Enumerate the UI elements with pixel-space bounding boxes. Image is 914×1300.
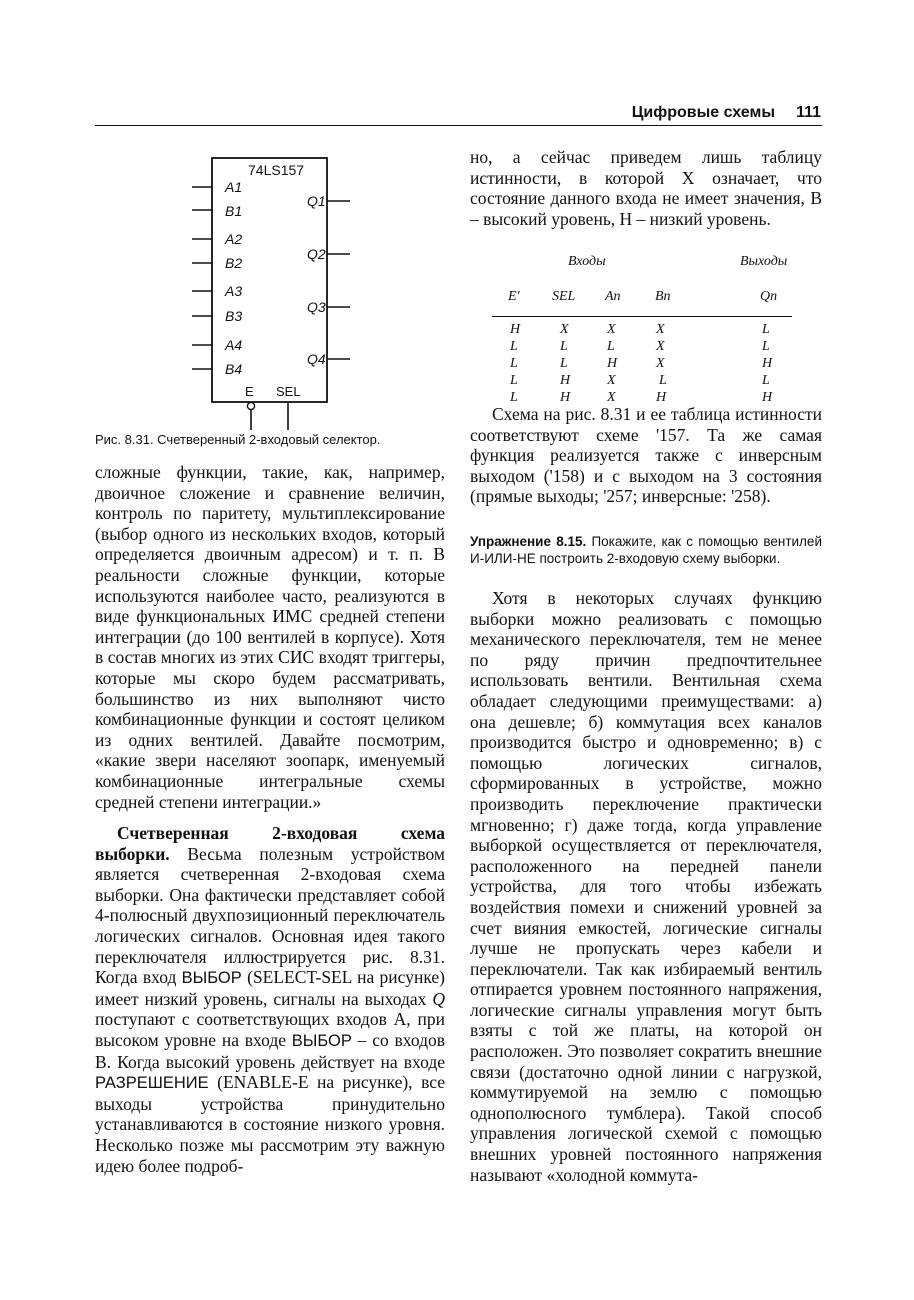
table-cell: L	[510, 339, 518, 354]
column-header: SEL	[552, 289, 576, 304]
right-column-bottom	[470, 588, 822, 1185]
table-cell: H	[607, 356, 618, 371]
truth-table	[470, 254, 822, 404]
selector-diagram	[190, 150, 360, 435]
table-cell: X	[607, 322, 616, 337]
paragraph: но, а сейчас приведем лишь таблицу истинности, в которой X означает, что состояние данного входа не имеет значения, B – высокий уровень, Н – низкий уровень.	[470, 147, 822, 229]
running-head-title: Цифровые схемы	[631, 104, 775, 121]
table-cell: L	[510, 356, 518, 371]
table-cell: L	[607, 339, 615, 354]
input-label: B4	[225, 361, 243, 377]
exercise-label: Упражнение 8.15.	[470, 534, 587, 549]
paragraph: Схема на рис. 8.31 и ее таблица истинности соответствуют схеме '157. Та же самая функция реализуется также с инверсным выходом ('158) и с выходом на 3 состояния (прямые выходы; '257; инверсные: '258).	[470, 404, 822, 507]
input-label: B2	[225, 255, 243, 271]
term-enable: РАЗРЕШЕНИЕ	[95, 1074, 209, 1093]
text-span: Весьма полезным устройством является счетверенная 2-входовая схема выборки. Она фактически представляет собой 4-полюсный двухпозиционный переключатель логических сигналов. Основная идея такого переключателя иллюстрируется рис. 8.31. Когда вход	[95, 843, 445, 988]
input-label: B1	[225, 203, 243, 219]
output-label: Q3	[307, 299, 326, 315]
running-head	[95, 104, 821, 126]
table-cell: L	[510, 373, 518, 388]
column-header: E'	[508, 289, 520, 304]
header-rule	[95, 125, 822, 126]
right-column-top	[470, 147, 822, 229]
input-label: A2	[225, 231, 243, 247]
input-label: A4	[225, 337, 243, 353]
output-label: Q2	[307, 246, 326, 262]
output-label: Q1	[307, 193, 326, 209]
paragraph	[95, 823, 445, 1176]
input-label: A3	[225, 283, 243, 299]
input-label: B3	[225, 308, 243, 324]
table-cell: H	[656, 390, 667, 405]
table-cell: X	[607, 373, 616, 388]
table-cell: H	[560, 390, 571, 405]
text-span: (SELECT-SEL на рисунке) имеет низкий уровень, сигналы на выходах	[95, 967, 445, 1009]
page-number: 111	[796, 104, 821, 121]
figure-caption: Рис. 8.31. Счетверенный 2-входовый селектор.	[95, 432, 381, 447]
table-cell: X	[656, 322, 665, 337]
table-cell: L	[762, 322, 770, 337]
table-cell: H	[510, 322, 521, 337]
left-column	[95, 462, 445, 1176]
table-rule	[492, 316, 792, 317]
text-span: поступают с соответствующих входов А, при высоком уровне на входе	[95, 1009, 445, 1051]
table-cell: X	[656, 339, 665, 354]
run-in-heading: Счетверенная 2-входовая схема выборки.	[95, 823, 445, 864]
figure-8-31	[190, 150, 360, 435]
table-cell: H	[560, 373, 571, 388]
text-span: – со входов В. Когда высокий уровень действует на входе	[95, 1030, 446, 1072]
enable-label: E	[245, 384, 254, 399]
table-cell: X	[656, 356, 665, 371]
chip-label: 74LS157	[248, 162, 305, 178]
table-cell: X	[607, 390, 616, 405]
term-select: ВЫБОР	[181, 969, 242, 988]
table-cell: L	[510, 390, 518, 405]
table-cell: L	[659, 373, 667, 388]
table-cell: L	[762, 339, 770, 354]
right-column-middle	[470, 404, 822, 507]
exercise-text: Покажите, как с помощью вентилей И-ИЛИ-НЕ построить 2-входовую схему выборки.	[470, 534, 822, 566]
exercise-8-15	[470, 533, 822, 567]
group-header-outputs: Выходы	[740, 254, 788, 269]
column-header: Qn	[760, 289, 778, 304]
paragraph: сложные функции, такие, как, например, двоичное сложение и сравнение величин, контроль по паритету, мультиплексирование (выбор одного из нескольких входов, который определяется двоичным адресом) и т. п. В реальности сложные функции, которые используются наиболее часто, реализуются в виде функциональных ИМС средней степени интеграции (до 100 вентилей в корпусе). Хотя в состав многих из этих СИС входят триггеры, которые мы скоро будем рассматривать, большинство из них выполняют чисто комбинационные функции и состоят целиком из одних вентилей. Давайте посмотрим, «какие звери населяют зоопарк, именуемый комбинационные интегральные схемы средней степени интеграции.»	[95, 462, 445, 812]
table-cell: L	[762, 373, 770, 388]
table-cell: X	[560, 322, 569, 337]
inversion-bubble	[247, 402, 254, 409]
term-q: Q	[432, 988, 445, 1009]
table-cell: L	[560, 339, 568, 354]
column-header: An	[605, 289, 621, 304]
table-cell: H	[762, 390, 773, 405]
paragraph: Хотя в некоторых случаях функцию выборки можно реализовать с помощью механического переключателя, тем не менее по ряду причин предпочтительнее использовать вентили. Вентильная схема обладает следующими преимуществами: а) она дешевле; б) коммутация всех каналов производится быстро и одновременно; в) с помощью логических сигналов, сформированных в устройстве, можно производить переключение практически мгновенно; г) даже тогда, когда управление выборкой осуществляется от переключателя, расположенного на передней панели устройства, для того чтобы избежать воздействия помехи и снижений уровней за счет вияния емкостей, логические сигналы лучше не пропускать через кабели и переключатели. Так как избираемый вентиль отпирается уровнем постоянного напряжения, логические сигналы управления могут быть взяты с той же платы, на которой он расположен. Это позволяет сократить внешние связи (достаточно одной линии с нагрузкой, коммутируемой на землю с помощью однополюсного тумблера). Такой способ управления логической схемой с помощью внешних уровней постоянного напряжения называют «холодной коммута-	[470, 588, 822, 1185]
table-cell: L	[560, 356, 568, 371]
output-label: Q4	[307, 351, 326, 367]
input-label: A1	[225, 179, 243, 195]
text-span: (ENABLE-E на рисунке), все выходы устройства принудительно устанавливаются в состояние низкого уровня. Несколько позже мы рассмотрим эту важную идею более подроб-	[95, 1072, 445, 1176]
group-header-inputs: Входы	[568, 254, 606, 269]
column-header: Bn	[655, 289, 671, 304]
table-cell: H	[762, 356, 773, 371]
select-label: SEL	[276, 384, 301, 399]
term-select: ВЫБОР	[291, 1032, 352, 1051]
